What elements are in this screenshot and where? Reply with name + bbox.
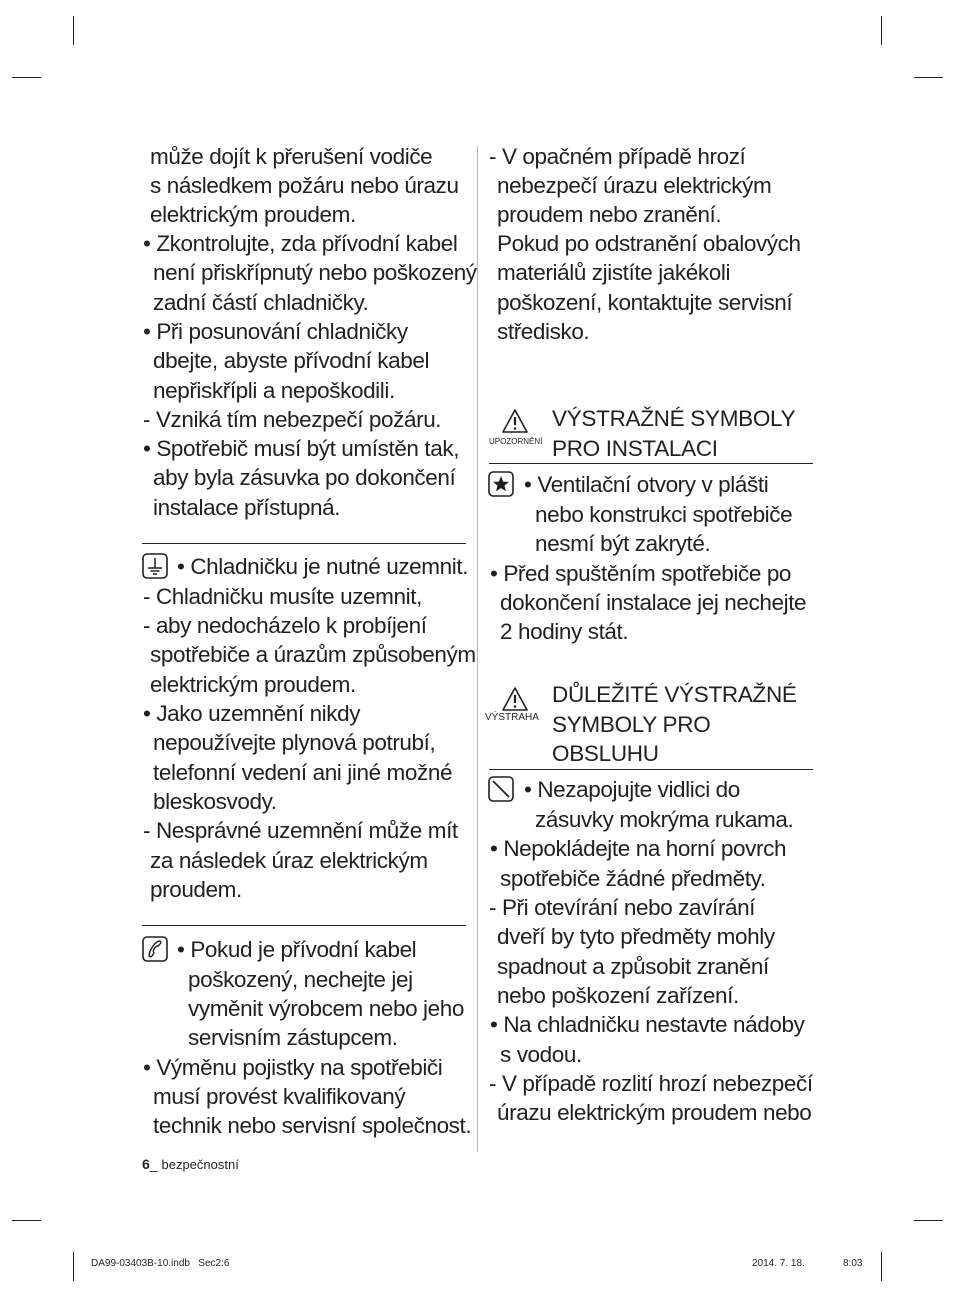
bullet-item: vyměnit výrobcem nebo jeho: [188, 996, 464, 1021]
section-heading: OBSLUHU: [552, 741, 659, 766]
dash-item: elektrickým proudem.: [150, 672, 356, 697]
crop-mark: [12, 77, 41, 78]
crop-mark: [881, 1252, 882, 1281]
bullet-item: nebo konstrukci spotřebiče: [535, 502, 793, 527]
dash-item: - V opačném případě hrozí: [489, 144, 746, 169]
section-rule: [142, 925, 466, 926]
bullet-item: nepoužívejte plynová potrubí,: [153, 730, 436, 755]
bullet-item: • Nezapojujte vidlici do: [524, 777, 740, 802]
page-footer: [142, 1156, 239, 1172]
section-heading: PRO INSTALACI: [552, 436, 718, 461]
dash-item: úrazu elektrickým proudem nebo: [497, 1100, 812, 1125]
dash-item: - Vzniká tím nebezpečí požáru.: [143, 407, 442, 432]
bullet-item: • Při posunování chladničky: [143, 319, 408, 344]
bullet-item: • Chladničku je nutné uzemnit.: [177, 554, 469, 579]
dash-item: spadnout a způsobit zranění: [497, 954, 769, 979]
footer-section: bezpečnostní: [161, 1157, 239, 1172]
bullet-item: • Spotřebič musí být umístěn tak,: [143, 436, 460, 461]
section-rule: [142, 543, 466, 544]
crop-mark: [881, 16, 882, 45]
bullet-item: • Nepokládejte na horní povrch: [490, 836, 787, 861]
bullet-item: nepřiskřípli a nepoškodili.: [153, 378, 395, 403]
bullet-item: 2 hodiny stát.: [500, 619, 629, 644]
section-heading: SYMBOLY PRO: [552, 712, 711, 737]
bullet-item: zásuvky mokrýma rukama.: [535, 807, 794, 832]
dash-item: nebezpečí úrazu elektrickým: [497, 173, 772, 198]
bullet-item: • Na chladničku nestavte nádoby: [490, 1012, 805, 1037]
star-icon: [488, 471, 514, 497]
dash-item: - Chladničku musíte uzemnit,: [143, 584, 422, 609]
print-date: 2014. 7. 18.: [752, 1258, 805, 1269]
dash-item: spotřebiče a úrazům způsobeným: [150, 642, 476, 667]
dash-item: proudem nebo zranění.: [497, 202, 722, 227]
bullet-item: instalace přístupná.: [153, 495, 341, 520]
bullet-item: dbejte, abyste přívodní kabel: [153, 348, 430, 373]
body-text: materiálů zjistíte jakékoli: [497, 260, 731, 285]
crop-mark: [914, 1220, 943, 1221]
bullet-item: • Pokud je přívodní kabel: [177, 937, 417, 962]
body-text: středisko.: [497, 319, 590, 344]
body-text: Pokud po odstranění obalových: [497, 231, 801, 256]
print-file-info: DA99-03403B-10.indb Sec2:6: [91, 1258, 230, 1269]
body-text: může dojít k přerušení vodiče: [150, 144, 433, 169]
crop-mark: [73, 16, 74, 45]
crop-mark: [914, 77, 943, 78]
bullet-item: spotřebiče žádné předměty.: [500, 866, 766, 891]
section-rule: [489, 769, 813, 770]
bullet-item: bleskosvody.: [153, 789, 277, 814]
dash-item: - V případě rozlití hrozí nebezpečí: [489, 1071, 813, 1096]
dash-item: - aby nedocházelo k probíjení: [143, 613, 427, 638]
bullet-item: není přiskřípnutý nebo poškozený: [153, 260, 477, 285]
prohibited-icon: [488, 776, 514, 802]
bullet-item: • Výměnu pojistky na spotřebiči: [143, 1055, 443, 1080]
bullet-item: • Ventilační otvory v plášti: [524, 472, 769, 497]
dash-item: proudem.: [150, 877, 242, 902]
body-text: elektrickým proudem.: [150, 202, 356, 227]
bullet-item: poškozený, nechejte jej: [188, 967, 413, 992]
dash-item: - Při otevírání nebo zavírání: [489, 895, 756, 920]
bullet-item: aby byla zásuvka po dokončení: [153, 465, 456, 490]
dash-item: - Nesprávné uzemnění může mít: [143, 818, 458, 843]
column-divider: [477, 146, 478, 1152]
bullet-item: • Před spuštěním spotřebiče po: [490, 561, 792, 586]
dash-item: nebo poškození zařízení.: [497, 983, 739, 1008]
bullet-item: servisním zástupcem.: [188, 1025, 398, 1050]
warning-triangle-icon: [501, 686, 529, 712]
warning-symbol-label: UPOZORNĚNÍ: [489, 437, 543, 446]
bullet-item: technik nebo servisní společnost.: [153, 1113, 472, 1138]
warning-triangle-icon: [501, 408, 529, 434]
section-rule: [489, 463, 813, 464]
page-number: 6: [142, 1156, 150, 1172]
bullet-item: s vodou.: [500, 1042, 582, 1067]
bullet-item: musí provést kvalifikovaný: [153, 1084, 406, 1109]
ground-icon: [142, 553, 168, 579]
dash-item: dveří by tyto předměty mohly: [497, 924, 775, 949]
bullet-item: • Jako uzemnění nikdy: [143, 701, 361, 726]
bullet-item: • Zkontrolujte, zda přívodní kabel: [143, 231, 458, 256]
footer-separator: _: [149, 1156, 158, 1172]
crop-mark: [12, 1220, 41, 1221]
crop-mark: [73, 1252, 74, 1281]
body-text: s následkem požáru nebo úrazu: [150, 173, 459, 198]
warning-symbol-label: VÝSTRAHA: [485, 712, 539, 723]
bullet-item: telefonní vedení ani jiné možné: [153, 760, 453, 785]
section-heading: DŮLEŽITÉ VÝSTRAŽNÉ: [552, 682, 797, 707]
bullet-item: nesmí být zakryté.: [535, 531, 711, 556]
section-heading: VÝSTRAŽNÉ SYMBOLY: [552, 406, 796, 431]
bullet-item: dokončení instalace jej nechejte: [500, 590, 807, 615]
print-time: 8:03: [843, 1258, 863, 1269]
bullet-item: zadní částí chladničky.: [153, 290, 369, 315]
dash-item: za následek úraz elektrickým: [150, 848, 428, 873]
body-text: poškození, kontaktujte servisní: [497, 290, 793, 315]
phone-icon: [142, 936, 168, 962]
